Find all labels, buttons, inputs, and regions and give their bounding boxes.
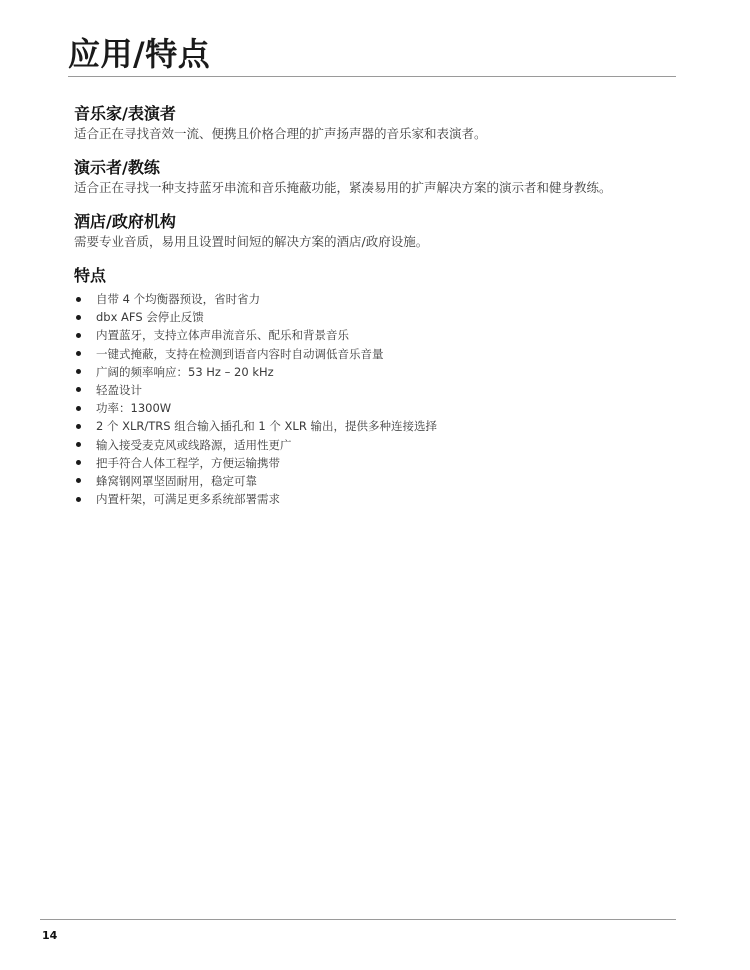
feature-text: 2 个 XLR/TRS 组合输入插孔和 1 个 XLR 输出，提供多种连接选择 [96, 419, 437, 434]
section-body: 适合正在寻找一种支持蓝牙串流和音乐掩蔽功能，紧凑易用的扩声解决方案的演示者和健身教练。 [74, 180, 612, 195]
feature-text: 自带 4 个均衡器预设，省时省力 [96, 292, 261, 306]
feature-item [74, 345, 674, 363]
feature-item [74, 326, 674, 344]
bullet-icon [76, 497, 81, 502]
page-content [74, 104, 674, 523]
feature-item [74, 472, 674, 490]
bullet-icon [76, 424, 81, 429]
feature-text: 蜂窝钢网罩坚固耐用，稳定可靠 [96, 473, 257, 488]
bullet-icon [76, 297, 81, 302]
feature-item [74, 381, 674, 399]
bullet-icon [76, 442, 81, 447]
feature-text: 一键式掩蔽，支持在检测到语音内容时自动调低音乐音量 [96, 346, 384, 361]
feature-list [74, 290, 674, 508]
feature-text: 轻盈设计 [96, 382, 142, 397]
feature-item [74, 454, 674, 472]
page-title: 应用/特点 [68, 35, 211, 73]
bullet-icon [76, 333, 81, 338]
feature-text: 把手符合人体工程学，方便运输携带 [96, 455, 280, 470]
feature-item [74, 399, 674, 417]
feature-item [74, 363, 674, 381]
bullet-icon [76, 315, 81, 320]
feature-text: 功率：1300W [96, 401, 172, 416]
bullet-icon [76, 460, 81, 465]
feature-item [74, 290, 674, 308]
feature-text: dbx AFS 会停止反馈 [96, 310, 204, 325]
feature-item [74, 308, 674, 326]
footer-divider [40, 919, 676, 920]
bullet-icon [76, 351, 81, 356]
section-body: 需要专业音质，易用且设置时间短的解决方案的酒店/政府设施。 [74, 234, 429, 249]
feature-item [74, 490, 674, 508]
section-musicians [74, 104, 674, 143]
section-heading: 酒店/政府机构 [74, 212, 176, 231]
bullet-icon [76, 406, 81, 411]
feature-item [74, 417, 674, 435]
section-features [74, 266, 674, 508]
features-heading: 特点 [74, 266, 107, 285]
feature-text: 内置蓝牙，支持立体声串流音乐、配乐和背景音乐 [96, 328, 349, 343]
section-presenters [74, 158, 674, 197]
bullet-icon [76, 387, 81, 392]
title-divider [68, 76, 676, 77]
bullet-icon [76, 369, 81, 374]
section-heading: 音乐家/表演者 [74, 104, 176, 123]
feature-text: 广阔的频率响应：53 Hz – 20 kHz [96, 364, 274, 379]
feature-item [74, 436, 674, 454]
section-hospitality [74, 212, 674, 251]
page-number: 14 [42, 929, 58, 942]
section-body: 适合正在寻找音效一流、便携且价格合理的扩声扬声器的音乐家和表演者。 [74, 126, 487, 141]
feature-text: 内置杆架，可满足更多系统部署需求 [96, 492, 280, 507]
bullet-icon [76, 478, 81, 483]
section-heading: 演示者/教练 [74, 158, 160, 177]
feature-text: 输入接受麦克风或线路源，适用性更广 [96, 437, 292, 452]
